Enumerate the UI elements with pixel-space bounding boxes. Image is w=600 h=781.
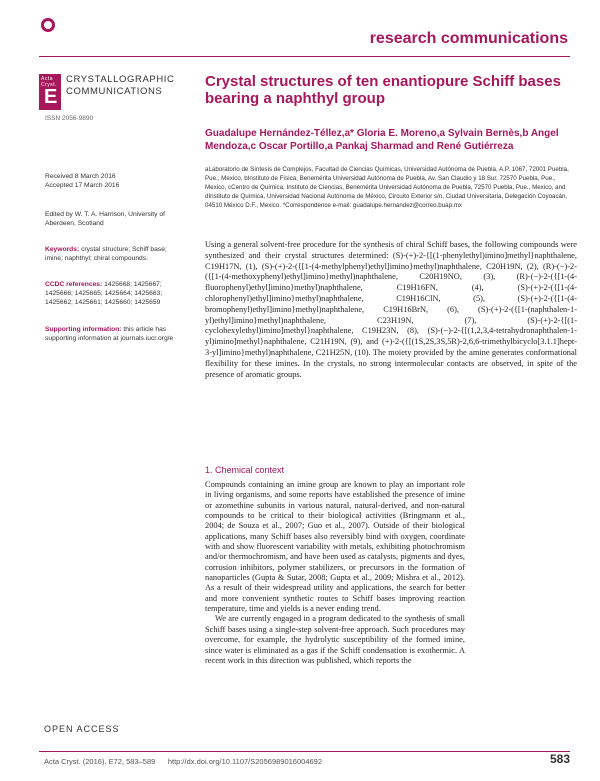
article-title: Crystal structures of ten enantiopure Schiff bases bearing a naphthyl group <box>205 73 561 107</box>
section-heading: 1. Chemical context <box>205 465 285 475</box>
keywords: Keywords: crystal structure; Schiff base; imine; naphthyl; chiral compounds. <box>45 246 167 263</box>
supporting-information: Supporting information: this article has supporting information at journals.iucr.org/e <box>45 326 174 343</box>
journal-logo <box>39 74 61 110</box>
footer-divider <box>39 751 570 752</box>
journal-name: CRYSTALLOGRAPHIC COMMUNICATIONS <box>66 74 175 97</box>
received-date: Received 8 March 2016 <box>45 173 116 180</box>
section-label: research communications <box>369 30 568 47</box>
affiliations: aLaboratorio de Síntesis de Complejos, Facultad de Ciencias Químicas, Universidad Autónoma de Puebla, A.P. 1067, 72001 Puebla, Pue., Mexico, bInstituto de Física, Benemérita Universidad Autónoma de Puebla, Av. San Claudio y 18 Sur, 72570 Puebla, Pue., Mexico, cCentro de Química, Instituto de Ciencias, Benemérita Universidad Autónoma de Puebla, 72570 Puebla, Pue., Mexico, and dInstituto de Química, Universidad Nacional Autónoma de México, Circuito Exterior s/n, Ciudad Universitaria, Delegación Coyoacán, 04510 México D.F., Mexico. *Correspondence e-mail: guadalupe.hernandez@correo.buap.mx <box>205 166 569 210</box>
journal-logo-letter: E <box>44 86 58 108</box>
iucr-logo-icon <box>41 18 55 32</box>
article-authors: Guadalupe Hernández-Téllez,a* Gloria E. Moreno,a Sylvain Bernès,b Angel Mendoza,c Oscar Portillo,a Pankaj Sharmad and René Gutiérreza <box>205 128 559 152</box>
doi-link[interactable]: http://dx.doi.org/10.1107/S2056989016004692 <box>167 757 323 766</box>
journal-logo-small: Acta Cryst. <box>41 76 58 88</box>
editor: Edited by W. T. A. Harrison, University of Aberdeen, Scotland <box>45 211 165 228</box>
paragraph: We are currently engaged in a program dedicated to the synthesis of small Schiff bases using a single-step solvent-free approach. Such procedures may overcome, for example, the hydrolytic susceptibility of the formed imine, since water is eliminated as a gas if the Schiff condensation is exothermic. A recent work in this direction was published, which reports the <box>205 614 465 665</box>
body-text <box>205 480 465 666</box>
ccdc-references: CCDC references: 1425668; 1425667; 1425666; 1425665; 1425664; 1425663; 1425662; 1425661; 1425660; 1425659 <box>45 281 163 307</box>
open-access-label: OPEN ACCESS <box>44 724 120 734</box>
accepted-date: Accepted 17 March 2016 <box>45 182 120 189</box>
abstract: Using a general solvent-free procedure for the synthesis of chiral Schiff bases, the following compounds were synthesized and their crystal structures determined: (S)-(+)-2-{[(1-phenylethyl)imino]methyl}naphthalene, C19H17N, (1), (S)-(+)-2-({[1-(4-methylphenyl)ethyl]imino}methyl)naphthalene, C20H19N, (2), (R)-(−)-2-({[1-(4-methoxyphenyl)ethyl]imino}methyl)naphthalene, C20H19NO, (3), (R)-(−)-2-({[1-(4-fluorophenyl)ethyl]imino}methyl)naphthalene, C19H16FN, (4), (S)-(+)-2-({[1-(4-chlorophenyl)ethyl]imino}methyl)naphthalene, C19H16ClN, (5), (S)-(+)-2-({[1-(4-bromophenyl)ethyl]imino}methyl)naphthalene, C19H16BrN, (6), (S)-(+)-2-({[1-(naphthalen-1-yl)ethyl]imino}methyl)naphthalene, C23H19N, (7), (S)-(+)-2-{[(1-cyclohexylethyl)imino]methyl}naphthalene, C19H23N, (8), (S)-(−)-2-{[(1,2,3,4-tetrahydronaphthalen-1-yl)imino]methyl}naphthalene, C21H19N, (9), and (+)-2-({[(1S,2S,3S,5R)-2,6,6-trimethylbicyclo[3.1.1]hept-3-yl]imino}methyl)naphthalene, C21H25N, (10). The moiety provided by the amine generates conformational flexibility for these imines. In the crystals, no strong intermolecular contacts are observed, in spite of the presence of aromatic groups. <box>205 240 577 379</box>
footer-citation: Acta Cryst. (2016). E72, 583–589 http://dx.doi.org/10.1107/S2056989016004692 <box>44 757 323 766</box>
issn: ISSN 2056-9890 <box>45 115 94 122</box>
header-divider <box>39 56 570 57</box>
page-number: 583 <box>549 752 570 766</box>
paragraph: Compounds containing an imine group are known to play an important role in living organisms, and some reports have established the presence of imine or azomethine subunits in various natural, natural-derived, and non-natural compounds to be critical to their biological activities (Bringmann et al., 2004; de Souza et al., 2007; Guo et al., 2007). Outside of their biological applications, many Schiff bases also reversibly bind with oxygen, coordinate with and show fluorescent variability with metals, exhibiting photochromism and/or thermochromism, and have been used as catalysts, pigments and dyes, corrosion inhibitors, polymer stabilizers, or precursors in the formation of nanoparticles (Gupta & Sutar, 2008; Gupta et al., 2009; Mishra et al., 2012). As a result of their widespread utility and applications, the search for better and more convenient synthetic routes to Schiff bases improving reaction temperature, time and yields is a never ending trend. <box>205 480 465 614</box>
